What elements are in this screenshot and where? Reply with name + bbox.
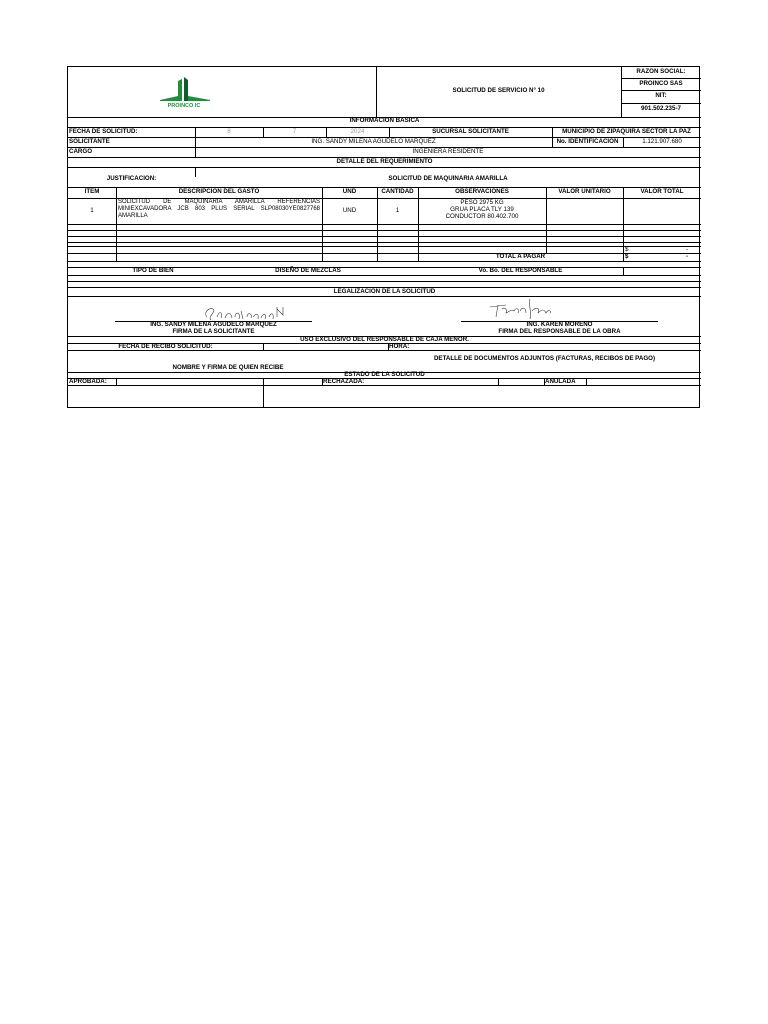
vobo-responsable: Vo. Bo. DEL RESPONSABLE — [478, 267, 563, 274]
section-caja-menor: USO EXCLUSIVO DEL RESPONSABLE DE CAJA MENOR. — [300, 336, 469, 343]
col-valor-unitario: VALOR UNITARIO — [558, 188, 611, 195]
responsable-name: ING. KAREN MORENO — [526, 321, 593, 328]
building-logo-icon — [154, 77, 214, 103]
total-value: - — [686, 253, 689, 260]
logo-text: PROINCO IC — [167, 103, 201, 109]
razon-social-label: RAZON SOCIAL: — [636, 68, 686, 75]
total-currency: $ — [625, 253, 629, 260]
solicitante-name: ING. SANDY MILENA AGUDELO MARQUEZ — [150, 321, 277, 328]
fecha-solicitud-label: FECHA DE SOLICITUD: — [69, 128, 138, 135]
row-obs-line-1: PESO 2975 KG — [460, 199, 504, 206]
nombre-firma-recibe: NOMBRE Y FIRMA DE QUIEN RECIBE — [172, 364, 284, 371]
detalle-documentos: DETALLE DE DOCUMENTOS ADJUNTOS (FACTURAS, RECIBOS DE PAGO) — [433, 355, 656, 362]
anulada-label: ANULADA — [545, 378, 576, 385]
aprobada-label: APROBADA: — [69, 378, 107, 385]
section-informacion-basica: INFORMACION BASICA — [349, 117, 420, 124]
service-request-form — [67, 66, 700, 408]
hora-label: HORA: — [389, 343, 410, 350]
fecha-recibo-label: FECHA DE RECIBO SOLICITUD: — [118, 343, 213, 350]
col-observaciones: OBSERVACIONES — [455, 188, 509, 195]
solicitante-value: ING. SANDY MILENA AGUDELO MARQUEZ — [311, 138, 436, 145]
cargo-label: CARGO — [69, 148, 93, 155]
company-logo — [154, 77, 214, 111]
rechazada-label: RECHAZADA: — [323, 378, 365, 385]
col-und: UND — [342, 188, 357, 195]
row-item: 1 — [90, 207, 94, 214]
form-title: SOLICITUD DE SERVICIO N° 10 — [452, 87, 545, 94]
municipio-value: MUNICIPIO DE ZIPAQUIRA SECTOR LA PAZ — [562, 128, 691, 135]
col-item: ITEM — [84, 188, 100, 195]
section-legalizacion: LEGALIZACION DE LA SOLICITUD — [333, 288, 436, 295]
row-und: UND — [342, 207, 357, 214]
razon-social-value: PROINCO SAS — [639, 80, 683, 87]
justificacion-label: JUSTIFICACION: — [106, 175, 157, 182]
sucursal-label: SUCURSAL SOLICITANTE — [432, 128, 509, 135]
col-valor-total: VALOR TOTAL — [640, 188, 684, 195]
fecha-year: 2024 — [350, 128, 365, 135]
solicitante-role: FIRMA DE LA SOLICITANTE — [172, 328, 255, 335]
responsable-role: FIRMA DEL RESPONSABLE DE LA OBRA — [498, 328, 621, 335]
identificacion-value: 1.121.907.680 — [642, 138, 682, 145]
row-cantidad: 1 — [395, 207, 400, 214]
solicitante-label: SOLICITANTE — [69, 138, 110, 145]
diseno-mezclas: DISEÑO DE MEZCLAS — [275, 267, 341, 274]
section-detalle-requerimiento: DETALLE DEL REQUERIMIENTO — [336, 158, 433, 165]
section-estado: ESTADO DE LA SOLICITUD — [344, 371, 425, 378]
nit-label: NIT: — [655, 92, 667, 99]
col-descripcion: DESCRIPCION DEL GASTO — [178, 188, 260, 195]
fecha-month: 7 — [292, 128, 297, 135]
fecha-day: 8 — [227, 128, 231, 135]
subtotal-value: - — [686, 246, 689, 253]
justificacion-value: SOLICITUD DE MAQUINARIA AMARILLA — [388, 175, 508, 182]
tipo-bien-label: TIPO DE BIEN — [132, 267, 174, 274]
col-cantidad: CANTIDAD — [381, 188, 414, 195]
row-obs-line-3: CONDUCTOR 80.402.700 — [445, 213, 519, 220]
responsable-signature — [486, 297, 566, 321]
solicitante-signature — [201, 303, 291, 323]
total-label: TOTAL A PAGAR — [495, 253, 546, 260]
identificacion-label: No. IDENTIFICACIÓN — [556, 138, 619, 145]
subtotal-currency: $ — [625, 246, 629, 253]
nit-value: 901.502.235-7 — [641, 105, 681, 112]
cargo-value: INGENIERA RESIDENTE — [412, 148, 484, 155]
row-descripcion: SOLICITUD DE MAQUINARIA AMARILLA REFERENCIAS MINIEXCAVADORA JCB 803 PLUS SERIAL SLP08030YE0827768 AMARILLA — [118, 199, 320, 219]
row-obs-line-2: GRUA PLACA TLY 139 — [450, 206, 514, 213]
